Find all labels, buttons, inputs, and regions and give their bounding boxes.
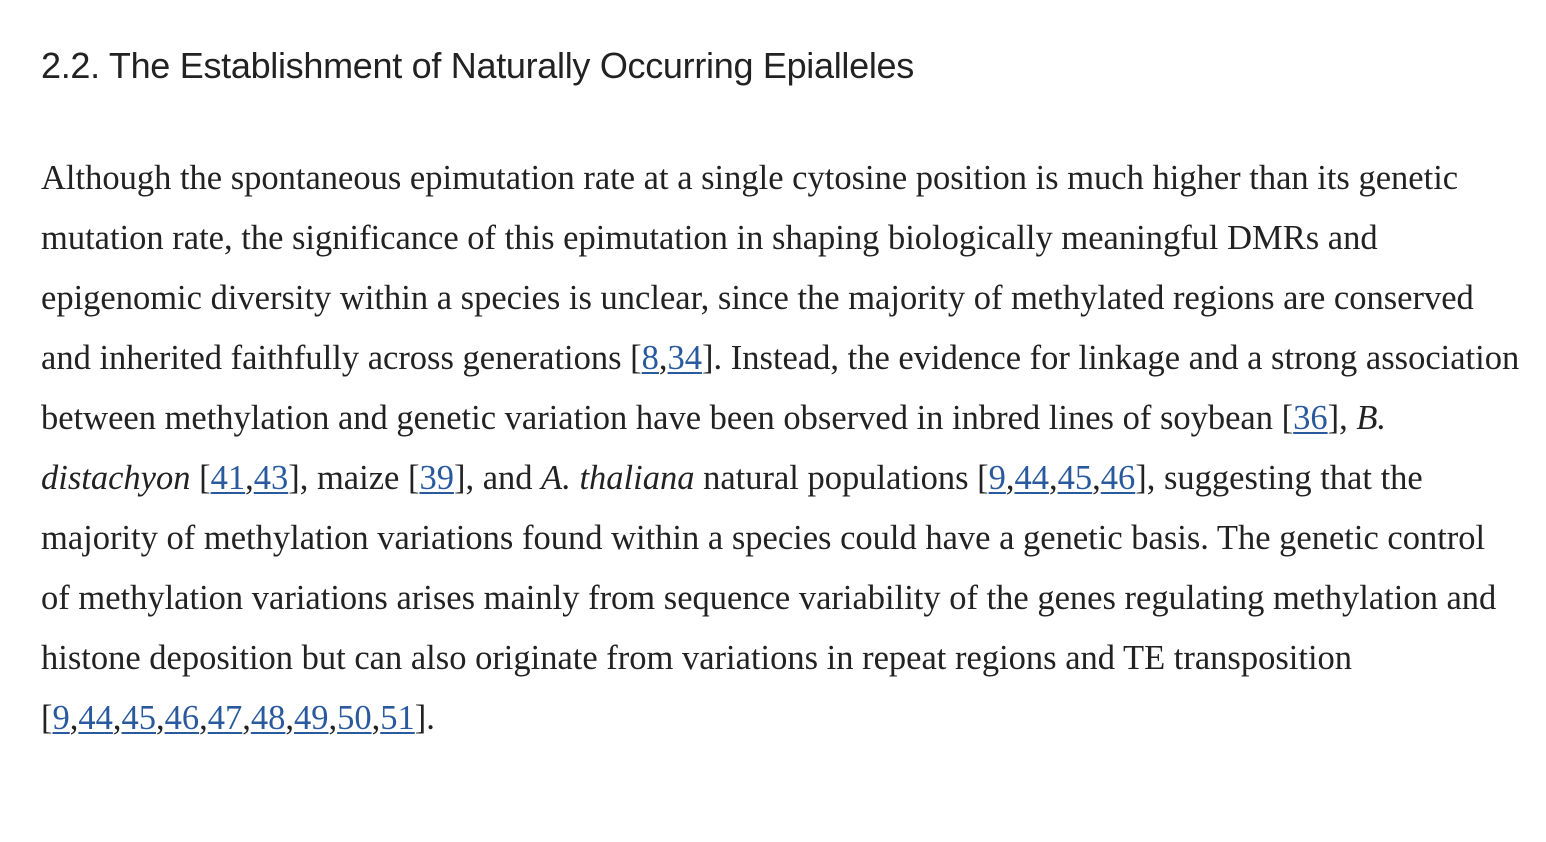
text-segment: ], maize [	[288, 459, 420, 497]
citation-link-36[interactable]: 36	[1293, 399, 1328, 437]
text-segment: ], suggesting that the majority of methylation variations found within a species could have a genetic basis. The genetic control of methylation variations arises mainly from sequence variability of the genes regulating methylation and histone deposition but can also originate from variations in repeat regions and TE transposition [	[41, 459, 1497, 737]
citation-link-39[interactable]: 39	[419, 459, 454, 497]
citation-link[interactable]: 51	[380, 699, 415, 737]
body-paragraph: Although the spontaneous epimutation rate at a single cytosine position is much higher than its genetic mutation rate, the significance of this epimutation in shaping biologically meaningful DMRs and epigenomic diversity within a species is unclear, since the majority of methylated regions are conserved and inherited faithfully across generations [8,34]. Instead, the evidence for linkage and a strong association between methylation and genetic variation have been observed in inbred lines of soybean [36], B. distachyon [41,43], maize [39], and A. thaliana natural populations [9,44,45,46], suggesting that the majority of methylation variations found within a species could have a genetic basis. The genetic control of methylation variations arises mainly from sequence variability of the genes regulating methylation and histone deposition but can also originate from variations in repeat regions and TE transposition [9,44,45,46,47,48,49,50,51].	[41, 159, 1520, 737]
text-segment: ], and	[453, 459, 542, 497]
section-heading: 2.2. The Establishment of Naturally Occurring Epialleles	[41, 45, 914, 86]
citation-link[interactable]: 9	[52, 699, 70, 737]
citation-link[interactable]: 48	[250, 699, 286, 737]
citation-link[interactable]: 46	[164, 699, 200, 737]
citation-link[interactable]: 9	[988, 459, 1006, 497]
species-name-a-thaliana: A. thaliana	[541, 459, 695, 497]
citation-link[interactable]: 50	[337, 699, 372, 737]
citation-link[interactable]: 49	[294, 699, 329, 737]
text-segment: Although the spontaneous epimutation rate at a single cytosine position is much higher than its genetic mutation rate, the significance of this epimutation in shaping biologically meaningful DMRs and epigenomic diversity within a species is unclear, since the majority of methylated regions are conserved and inherited faithfully across generations [	[41, 159, 1474, 377]
citation-link[interactable]: 44	[1014, 459, 1050, 497]
citation-link[interactable]: 46	[1100, 459, 1136, 497]
text-segment: [	[190, 459, 211, 497]
citation-link[interactable]: 44	[78, 699, 113, 737]
citation-link-34[interactable]: 34	[667, 339, 703, 377]
text-segment: ].	[414, 699, 435, 737]
text-segment: natural populations [	[694, 459, 989, 497]
article-section	[41, 0, 1521, 748]
text-segment: ],	[1327, 399, 1357, 437]
citation-link[interactable]: 45	[1057, 459, 1093, 497]
citation-link-41[interactable]: 41	[210, 459, 246, 497]
citation-link[interactable]: 47	[207, 699, 243, 737]
citation-link-43[interactable]: 43	[253, 459, 289, 497]
species-name-b-distachyon: B. distachyon	[41, 399, 1387, 497]
citation-link[interactable]: 45	[121, 699, 156, 737]
text-segment: ]. Instead, the evidence for linkage and a strong association between methylation and genetic variation have been observed in inbred lines of soybean [	[41, 339, 1520, 437]
citation-link-8[interactable]: 8	[641, 339, 659, 377]
